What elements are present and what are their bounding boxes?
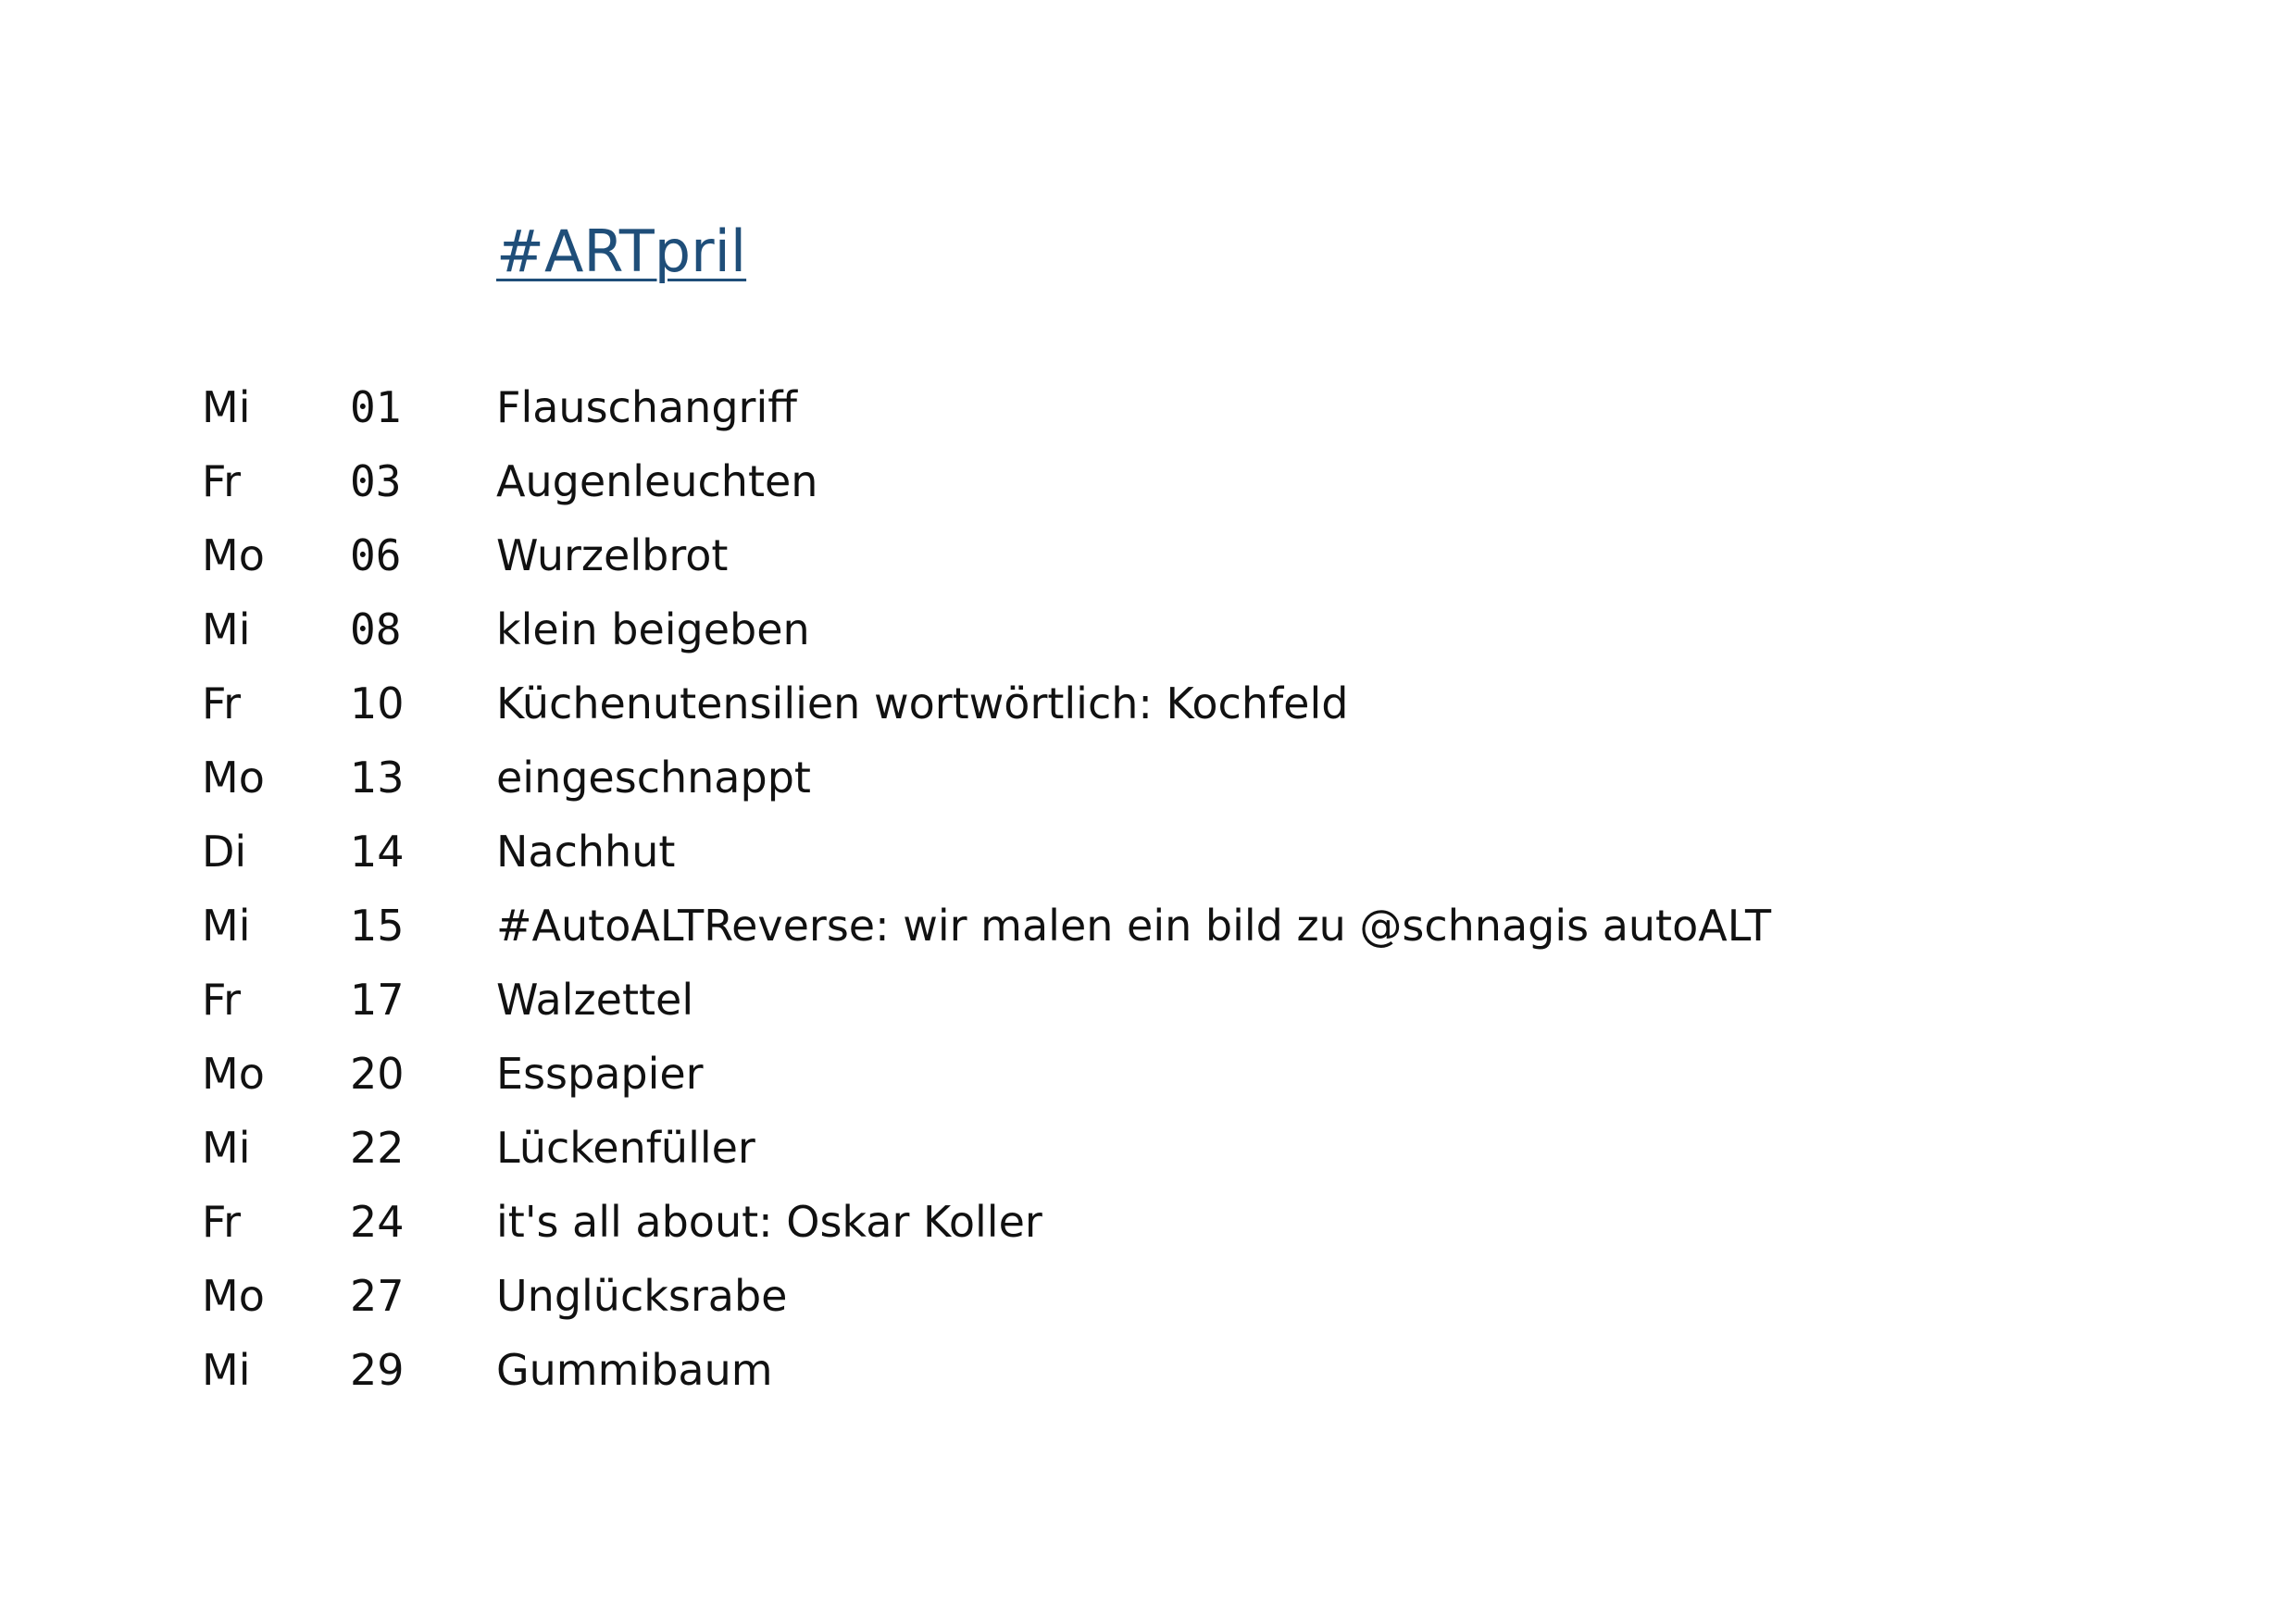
date-number: 20 [350,1049,405,1099]
topic-text: Esspapier [496,1049,704,1099]
schedule-row [202,1037,1868,1111]
topic-text: Flauschangriff [496,382,797,432]
topic-text: Küchenutensilien wortwörtlich: Kochfeld [496,678,1349,728]
schedule-row [202,444,1868,518]
day-label: Mi [202,1123,251,1173]
topic-text: klein beigeben [496,604,810,654]
day-label: Mo [202,1049,265,1099]
topic-text: Lückenfüller [496,1123,755,1173]
day-label: Mi [202,901,251,951]
topic-text: Augenleuchten [496,456,818,506]
day-label: Fr [202,1197,242,1247]
schedule-row [202,741,1868,815]
schedule-row [202,666,1868,741]
day-label: Mo [202,1271,265,1321]
topic-text: it's all about: Oskar Koller [496,1197,1042,1247]
date-number: 03 [350,456,402,506]
schedule-row [202,370,1868,444]
topic-text: Gummibaum [496,1345,773,1395]
schedule-row [202,518,1868,592]
schedule-row [202,963,1868,1037]
date-number: 06 [350,530,402,580]
date-number: 01 [350,382,402,432]
schedule-row [202,1185,1868,1259]
schedule-row [202,889,1868,963]
day-label: Mi [202,604,251,654]
topic-text: eingeschnappt [496,753,811,803]
topic-text: Wurzelbrot [496,530,729,580]
day-label: Mi [202,382,251,432]
document-title-link[interactable]: #ARTpril [496,218,747,285]
date-number: 22 [350,1123,405,1173]
date-number: 14 [350,827,405,877]
schedule-row [202,592,1868,666]
date-number: 29 [350,1345,405,1395]
day-label: Mo [202,530,265,580]
topic-text: Nachhut [496,827,676,877]
day-label: Di [202,827,247,877]
date-number: 13 [350,753,405,803]
day-label: Fr [202,456,242,506]
date-number: 27 [350,1271,405,1321]
day-label: Fr [202,975,242,1025]
schedule-row [202,1111,1868,1185]
topic-text: Walzettel [496,975,694,1025]
topic-text: #AutoALTReverse: wir malen ein bild zu @schnagis autoALT [496,901,1772,951]
schedule-list [202,370,1868,1407]
schedule-row [202,1333,1868,1407]
date-number: 17 [350,975,405,1025]
day-label: Fr [202,678,242,728]
schedule-row [202,815,1868,889]
date-number: 24 [350,1197,405,1247]
date-number: 10 [350,678,405,728]
day-label: Mo [202,753,265,803]
topic-text: Unglücksrabe [496,1271,788,1321]
schedule-row [202,1259,1868,1333]
day-label: Mi [202,1345,251,1395]
date-number: 15 [350,901,405,951]
date-number: 08 [350,604,402,654]
